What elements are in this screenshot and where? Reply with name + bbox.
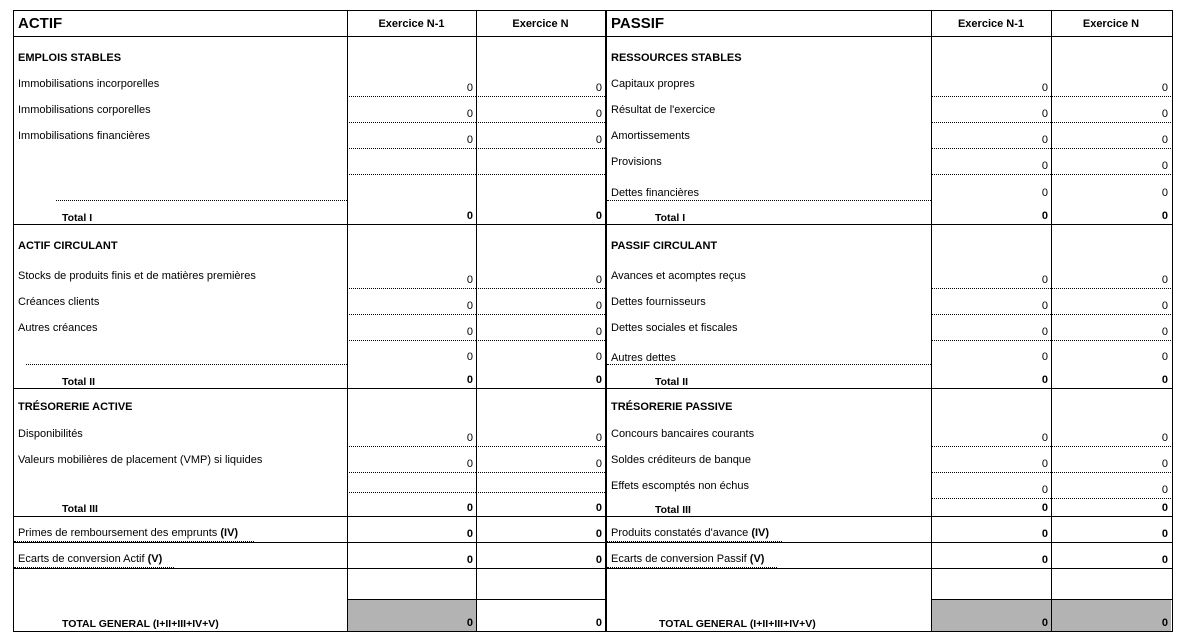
value-curr[interactable]: 0 <box>476 123 605 149</box>
row-label: Dettes financières <box>607 175 931 201</box>
row-label: Valeurs mobilières de placement (VMP) si liquides <box>18 454 263 466</box>
value-prev: 0 <box>1041 528 1048 540</box>
produits-row <box>607 517 1172 543</box>
table-row <box>607 447 1172 473</box>
empty-row <box>14 175 605 201</box>
value-curr[interactable]: 0 <box>1161 351 1168 363</box>
section-heading-row <box>14 225 605 263</box>
row-label: Résultat de l'exercice <box>611 104 716 116</box>
extra-label-text: Ecarts de conversion Actif <box>18 553 145 565</box>
extra-label-text: Ecarts de conversion Passif <box>611 553 747 565</box>
empty-label-line[interactable] <box>26 341 347 365</box>
row-label: Immobilisations incorporelles <box>18 78 160 90</box>
table-row <box>607 175 1172 201</box>
empty-label-line[interactable] <box>56 175 347 201</box>
value-curr: 0 <box>595 528 602 540</box>
value-prev[interactable]: 0 <box>931 263 1051 289</box>
value-prev[interactable]: 0 <box>347 123 476 149</box>
extra-roman: (V) <box>147 553 163 565</box>
value-prev[interactable]: 0 <box>347 315 476 341</box>
extra-roman: (V) <box>749 553 765 565</box>
value-prev[interactable]: 0 <box>466 351 473 363</box>
row-label: Amortissements <box>611 130 690 142</box>
total-curr: 0 <box>1161 374 1168 386</box>
section-heading: PASSIF CIRCULANT <box>611 240 718 252</box>
value-prev[interactable]: 0 <box>347 421 476 447</box>
row-label: Concours bancaires courants <box>611 428 755 440</box>
grand-total-row <box>607 600 1172 631</box>
empty-curr-cell[interactable] <box>476 149 605 175</box>
row-label: Avances et acomptes reçus <box>611 270 746 282</box>
value-prev[interactable]: 0 <box>347 447 476 473</box>
value-prev[interactable]: 0 <box>931 149 1051 175</box>
value-curr[interactable]: 0 <box>476 421 605 447</box>
total-row <box>14 201 605 225</box>
table-row <box>14 71 605 97</box>
total-row <box>607 365 1172 389</box>
section-heading: ACTIF CIRCULANT <box>18 240 118 252</box>
table-row <box>14 421 605 447</box>
empty-prev-cell[interactable] <box>347 149 476 175</box>
actif-header-row <box>14 11 605 37</box>
total-row <box>607 201 1172 225</box>
table-row <box>14 123 605 149</box>
total-curr: 0 <box>1161 210 1168 222</box>
table-row <box>607 71 1172 97</box>
section-heading: TRÉSORERIE PASSIVE <box>611 401 733 413</box>
value-prev: 0 <box>1041 554 1048 566</box>
total-curr: 0 <box>595 374 602 386</box>
value-prev[interactable]: 0 <box>1041 351 1048 363</box>
empty-curr-cell[interactable] <box>476 473 605 493</box>
total-prev: 0 <box>466 502 473 514</box>
value-prev[interactable]: 0 <box>931 71 1051 97</box>
row-label: Provisions <box>611 156 662 168</box>
table-row <box>14 289 605 315</box>
grand-total-label: TOTAL GENERAL (I+II+III+IV+V) <box>62 618 219 630</box>
table-row <box>14 447 605 473</box>
extra-label-text: Produits constatés d'avance <box>611 527 749 539</box>
section-heading: RESSOURCES STABLES <box>611 52 742 64</box>
row-label <box>607 543 777 568</box>
value-curr[interactable]: 0 <box>595 351 602 363</box>
value-curr[interactable]: 0 <box>1051 263 1171 289</box>
section-heading: TRÉSORERIE ACTIVE <box>18 401 133 413</box>
table-row <box>607 149 1172 175</box>
total-row <box>14 365 605 389</box>
grand-total-prev: 0 <box>348 600 476 631</box>
value-curr[interactable]: 0 <box>1051 473 1171 499</box>
total-label: Total I <box>655 211 686 224</box>
table-row <box>14 97 605 123</box>
value-curr[interactable]: 0 <box>476 71 605 97</box>
value-curr[interactable]: 0 <box>476 263 605 289</box>
section-heading: EMPLOIS STABLES <box>18 52 122 64</box>
total-prev: 0 <box>1041 502 1048 514</box>
value-curr[interactable]: 0 <box>476 315 605 341</box>
value-curr[interactable]: 0 <box>1161 187 1168 199</box>
passif-header-row <box>607 11 1172 37</box>
grand-total-curr: 0 <box>1052 600 1171 631</box>
total-label: Total II <box>655 375 689 388</box>
grand-total-label: TOTAL GENERAL (I+II+III+IV+V) <box>659 618 816 630</box>
total-prev: 0 <box>1041 374 1048 386</box>
value-prev[interactable]: 0 <box>931 289 1051 315</box>
table-row <box>607 289 1172 315</box>
value-prev[interactable]: 0 <box>931 97 1051 123</box>
value-prev[interactable]: 0 <box>931 123 1051 149</box>
value-prev[interactable]: 0 <box>931 315 1051 341</box>
extra-roman: (IV) <box>751 527 770 539</box>
value-curr[interactable]: 0 <box>476 289 605 315</box>
value-curr[interactable]: 0 <box>1051 123 1171 149</box>
value-prev: 0 <box>466 528 473 540</box>
table-row <box>607 421 1172 447</box>
empty-row <box>14 149 605 175</box>
empty-row <box>14 473 605 493</box>
section-heading-row <box>607 225 1172 263</box>
value-prev[interactable]: 0 <box>931 473 1051 499</box>
balance-sheet <box>13 10 1173 632</box>
value-curr[interactable]: 0 <box>1051 315 1171 341</box>
value-curr: 0 <box>595 554 602 566</box>
value-curr[interactable]: 0 <box>1051 149 1171 175</box>
row-label: Immobilisations financières <box>18 130 151 142</box>
row-label <box>607 517 782 542</box>
extra-roman: (IV) <box>220 527 239 539</box>
row-label <box>14 517 254 542</box>
value-curr[interactable]: 0 <box>1051 421 1171 447</box>
value-curr[interactable]: 0 <box>1051 447 1171 473</box>
actif-col-prev-header: Exercice N-1 <box>378 17 445 30</box>
passif-panel <box>606 10 1173 632</box>
row-label: Autres créances <box>18 322 98 334</box>
total-curr: 0 <box>595 210 602 222</box>
total-prev: 0 <box>466 374 473 386</box>
value-prev[interactable]: 0 <box>347 97 476 123</box>
value-prev[interactable]: 0 <box>347 71 476 97</box>
value-curr: 0 <box>1161 528 1168 540</box>
total-label: Total II <box>62 375 96 388</box>
passif-col-prev-header: Exercice N-1 <box>957 17 1025 30</box>
total-row <box>14 493 605 517</box>
total-label: Total I <box>62 211 93 224</box>
value-prev[interactable]: 0 <box>347 289 476 315</box>
ecarts-row <box>14 543 605 569</box>
empty-prev-cell[interactable] <box>347 473 476 493</box>
row-label: Stocks de produits finis et de matières premières <box>18 270 256 282</box>
table-row <box>607 123 1172 149</box>
total-curr: 0 <box>1161 502 1168 514</box>
value-prev: 0 <box>466 554 473 566</box>
value-prev[interactable]: 0 <box>1041 187 1048 199</box>
row-label: Immobilisations corporelles <box>18 104 151 116</box>
grand-total-curr: 0 <box>595 617 602 629</box>
value-curr[interactable]: 0 <box>476 97 605 123</box>
row-label: Dettes fournisseurs <box>611 296 706 308</box>
row-label: Disponibilités <box>18 428 83 440</box>
total-prev: 0 <box>466 210 473 222</box>
value-prev[interactable]: 0 <box>931 447 1051 473</box>
actif-title: ACTIF <box>18 15 63 32</box>
total-curr: 0 <box>595 502 602 514</box>
section-heading-row <box>607 37 1172 71</box>
row-label: Dettes sociales et fiscales <box>611 322 738 334</box>
actif-col-curr-header: Exercice N <box>512 17 569 30</box>
value-prev[interactable]: 0 <box>931 421 1051 447</box>
value-prev[interactable]: 0 <box>347 263 476 289</box>
ecarts-row <box>607 543 1172 569</box>
row-label: Autres dettes <box>607 341 931 365</box>
table-row <box>607 263 1172 289</box>
value-curr[interactable]: 0 <box>476 447 605 473</box>
passif-title: PASSIF <box>611 15 665 32</box>
primes-row <box>14 517 605 543</box>
extra-label-text: Primes de remboursement des emprunts <box>18 527 218 539</box>
actif-panel <box>13 10 606 632</box>
table-row <box>14 315 605 341</box>
row-label: Effets escomptés non échus <box>611 480 749 492</box>
grand-total-prev: 0 <box>932 600 1051 631</box>
total-prev: 0 <box>1041 210 1048 222</box>
table-row <box>14 341 605 365</box>
table-row <box>607 473 1172 499</box>
total-label: Total III <box>62 502 98 515</box>
value-curr[interactable]: 0 <box>1051 97 1171 123</box>
row-label: Soldes créditeurs de banque <box>611 454 752 466</box>
total-row <box>607 499 1172 517</box>
grand-total-row <box>14 600 605 631</box>
section-heading-row <box>607 389 1172 421</box>
section-heading-row <box>14 389 605 421</box>
row-label <box>14 543 174 568</box>
row-label: Créances clients <box>18 296 100 308</box>
total-label: Total III <box>655 503 691 516</box>
section-heading-row <box>14 37 605 71</box>
table-row <box>607 97 1172 123</box>
table-row <box>14 263 605 289</box>
passif-col-curr-header: Exercice N <box>1082 17 1140 30</box>
table-row <box>607 341 1172 365</box>
table-row <box>607 315 1172 341</box>
value-curr[interactable]: 0 <box>1051 71 1171 97</box>
value-curr[interactable]: 0 <box>1051 289 1171 315</box>
row-label: Capitaux propres <box>611 78 695 90</box>
value-curr: 0 <box>1161 554 1168 566</box>
